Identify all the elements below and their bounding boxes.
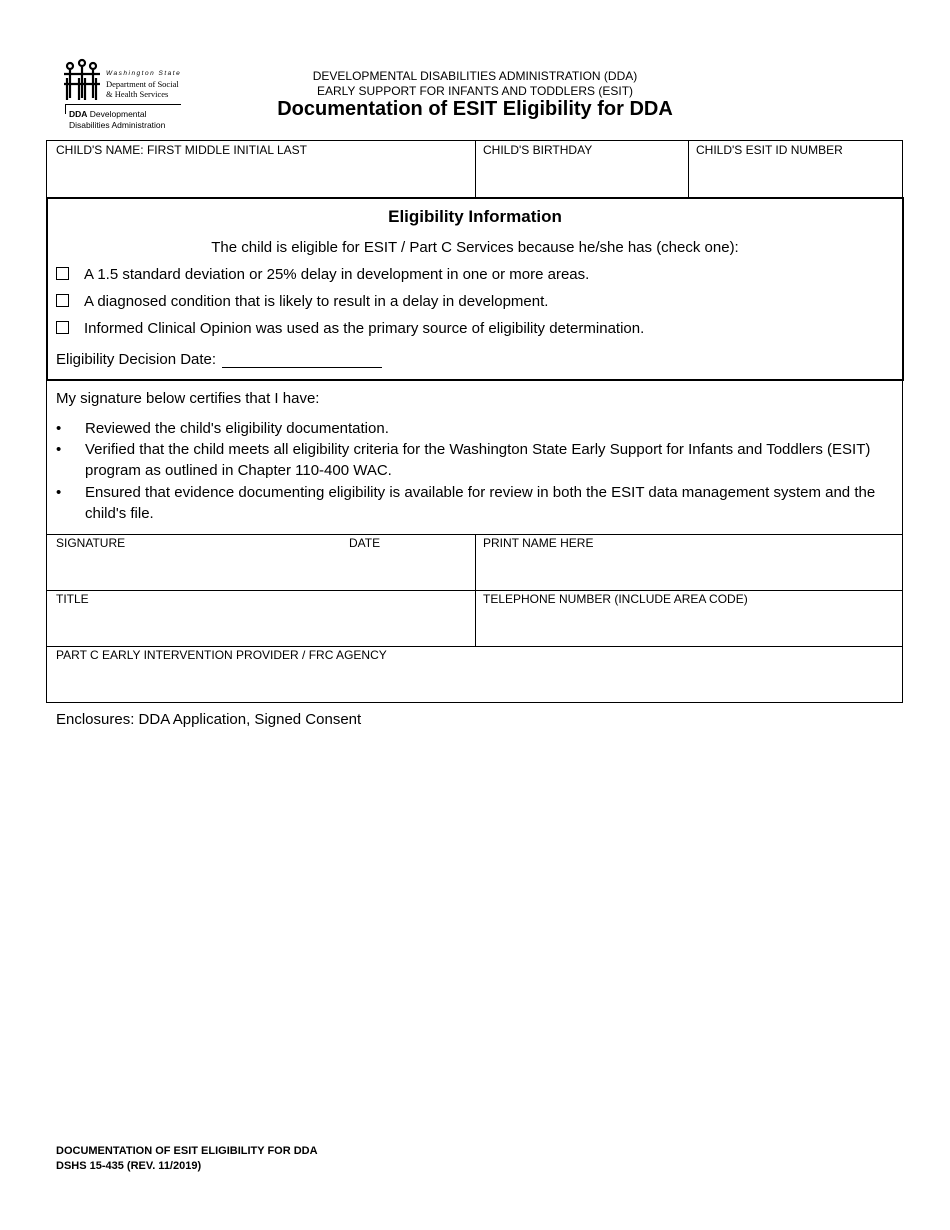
footer-form-number: DSHS 15-435 (REV. 11/2019) — [56, 1160, 202, 1172]
child-name-field[interactable]: CHILD'S NAME: FIRST MIDDLE INITIAL LAST — [56, 143, 308, 157]
certification-lead: My signature below certifies that I have: — [56, 390, 320, 407]
title-field[interactable]: TITLE — [56, 592, 89, 606]
eligibility-title: Eligibility Information — [388, 207, 562, 226]
eligibility-option: A 1.5 standard deviation or 25% delay in development in one or more areas. — [56, 266, 589, 283]
header-administration: DEVELOPMENTAL DISABILITIES ADMINISTRATION (DDA) — [312, 69, 638, 83]
signature-section — [46, 534, 903, 703]
checkbox[interactable] — [56, 267, 69, 280]
column-divider — [475, 535, 476, 646]
child-birthday-field[interactable]: CHILD'S BIRTHDAY — [483, 143, 593, 157]
telephone-field[interactable]: TELEPHONE NUMBER (INCLUDE AREA CODE) — [483, 592, 748, 606]
agency-field[interactable]: PART C EARLY INTERVENTION PROVIDER / FRC AGENCY — [56, 648, 387, 662]
eligibility-intro: The child is eligible for ESIT / Part C Services because he/she has (check one): — [211, 239, 739, 256]
header-program: EARLY SUPPORT FOR INFANTS AND TODDLERS (ESIT) — [316, 84, 634, 98]
page-title: Documentation of ESIT Eligibility for DDA — [277, 98, 673, 120]
print-name-field[interactable]: PRINT NAME HERE — [483, 536, 594, 550]
logo-department-text: Department of Social & Health Services — [106, 79, 179, 99]
certification-section: My signature below certifies that I have: • Reviewed the child's eligibility documentation. • Verified that the child meets all eligibility criteria for the Washington State Early Support for Infants and Toddlers (ESIT) program as outlined in Chapter 110-400 WAC. • Ensured that evidence documenting eligibility is available for review in both the ESIT data management system and the child's file. — [46, 380, 903, 536]
eligibility-option: Informed Clinical Opinion was used as the primary source of eligibility determination. — [56, 320, 644, 337]
logo-dda-text: DDA Developmental Disabilities Administration — [69, 109, 166, 130]
signature-field[interactable]: SIGNATURE — [56, 536, 126, 550]
child-info-section — [46, 140, 903, 198]
column-divider — [688, 141, 689, 197]
eligibility-section — [46, 197, 904, 381]
enclosures-note: Enclosures: DDA Application, Signed Consent — [56, 711, 362, 728]
date-field[interactable]: DATE — [349, 536, 381, 550]
child-esit-id-field[interactable]: CHILD'S ESIT ID NUMBER — [696, 143, 843, 157]
row-divider — [47, 646, 902, 647]
footer-form-title: DOCUMENTATION OF ESIT ELIGIBILITY FOR DDA — [56, 1145, 318, 1157]
checkbox[interactable] — [56, 294, 69, 307]
eligibility-option: A diagnosed condition that is likely to result in a delay in development. — [56, 293, 548, 310]
logo-state-text: Washington State — [106, 70, 182, 77]
checkbox[interactable] — [56, 321, 69, 334]
decision-date-input[interactable] — [222, 353, 382, 368]
eligibility-decision-date: Eligibility Decision Date: — [56, 351, 382, 368]
column-divider — [475, 141, 476, 197]
